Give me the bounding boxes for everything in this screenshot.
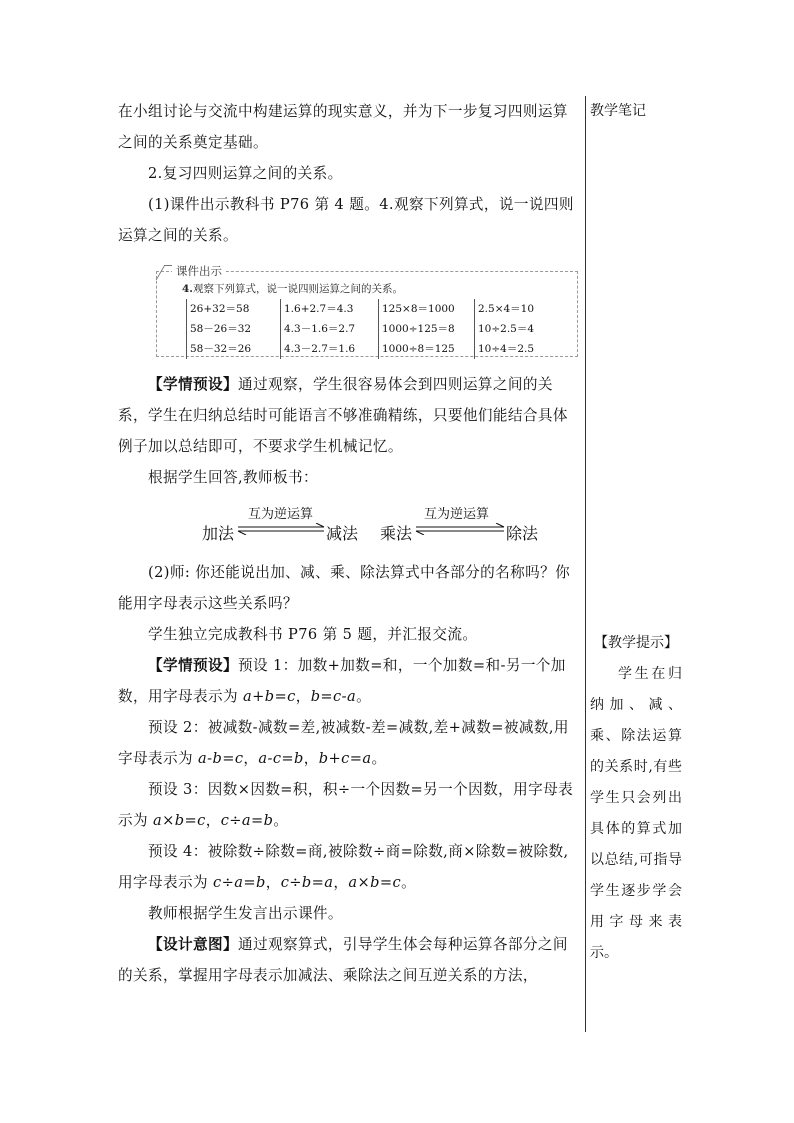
equation-group-3 [378,299,455,359]
paragraph-text: 预设 4：被除数÷除数=商,被除数÷商=除数,商×除数=被除数,用字母表示为 [118,843,569,891]
paragraph-text: 通过观察算式，引导学生体会每种运算各部分之间的关系，掌握用字母表示加减法、乘除法之间互逆关系的方法， [118,936,568,984]
bracket-label: 【设计意图】 [148,936,238,953]
bracket-label: 【学情预设】 [148,657,238,674]
paragraph-board-intro: 根据学生回答,教师板书： [148,469,318,486]
paragraph-text: 预设 2：被减数-减数=差,被减数-差=减数,差+减数=被减数,用字母表示为 [118,719,569,767]
period: 。 [273,812,289,829]
equation-group-2 [280,299,355,359]
equation: 1000÷8＝125 [382,343,455,355]
paragraph-slide-intro: (1)课件出示教科书 P76 第 4 题。4.观察下列算式，说一说四则运算之间的关系。 [118,196,574,244]
formula: a×b=c [153,812,206,829]
slide-question-text: 观察下列算式，说一说四则运算之间的关系。 [192,283,403,295]
bracket-label: 【学情预设】 [148,376,238,393]
separator: ， [295,688,311,705]
formula: c÷b=a [280,874,334,891]
period: 。 [371,750,387,767]
formula: a×b=c [348,874,402,891]
inverse-operations-diagram [118,499,580,555]
equation: 1000÷125＝8 [382,323,455,335]
formula: a-b=c [198,750,244,767]
paragraph-text: 预设 3：因数×因数=积，积÷一个因数=另一个因数，用字母表示为 [118,781,574,829]
paragraph-intro: 在小组讨论与交流中构建运算的现实意义，并为下一步复习四则运算之间的关系奠定基础。 [118,103,568,151]
teaching-tip-heading: 【教学提示】 [594,635,678,651]
double-arrow-icon [236,523,326,535]
paragraph-section-2: 2.复习四则运算之间的关系。 [148,165,343,182]
lesson-main-column [118,96,580,991]
formula: c÷a=b [220,812,274,829]
paragraph-preset-1 [118,369,580,462]
separator: ， [205,812,221,829]
arrow-label-2: 互为逆运算 [424,507,490,522]
equation: 10÷4＝2.5 [478,343,535,355]
paragraph-preset-subtraction [118,712,580,774]
equation: 26+32＝58 [190,303,250,315]
teaching-tip-body: 学生在归纳加、减、乘、除法运算的关系时,有些学生只会列出具体的算式加以总结,可指导学生逐步学会用字母来表示。 [590,666,682,961]
formula: b+c=a [318,750,372,767]
teaching-tip [590,628,682,969]
paragraph-courseware: 教师根据学生发言出示课件。 [148,905,343,922]
equation: 125×8＝1000 [382,303,455,315]
teaching-notes-title: 教学笔记 [590,103,646,119]
paragraph-question: (2)师: 你还能说出加、减、乘、除法算式中各部分的名称吗？你能用字母表示这些关系吗？ [118,564,571,612]
equation-group-4 [474,299,534,359]
paragraph-text: 通过观察，学生很容易体会到四则运算之间的关系，学生在归纳总结时可能语言不够准确精练，只要他们能结合具体例子加以总结即可，不要求学生机械记忆。 [118,376,568,455]
paragraph-preset-multiplication [118,774,580,836]
equation: 10÷2.5＝4 [478,323,535,335]
equation: 58－26＝32 [190,323,252,335]
separator: ， [303,750,319,767]
slide-question [182,281,403,296]
separator: ， [333,874,349,891]
slide-question-number: 4. [182,283,193,295]
equation: 4.3－1.6＝2.7 [284,323,356,335]
slide-label: 课件出示 [172,263,226,279]
equation: 2.5×4＝10 [478,303,535,315]
word-addition: 加法 [202,524,235,543]
formula: a-c=b [258,750,304,767]
paragraph-activity: 学生独立完成教科书 P76 第 5 题，并汇报交流。 [148,626,478,643]
double-arrow-icon [414,523,506,535]
equation: 1.6+2.7＝4.3 [284,303,354,315]
paragraph-preset-division [118,836,580,898]
paragraph-design-intent [118,929,580,991]
word-subtraction: 减法 [326,524,359,543]
separator: ， [243,750,259,767]
word-division: 除法 [506,524,539,543]
formula: c÷a=b [213,874,266,891]
paragraph-text: 预设 1：加数+加数=和，一个加数=和-另一个加数，用字母表示为 [118,657,566,705]
column-divider [585,96,586,1032]
courseware-slide [156,263,578,357]
paragraph-preset-addition [118,650,580,712]
formula: a+b=c [243,688,296,705]
arrow-label-1: 互为逆运算 [248,507,314,522]
period: 。 [356,688,372,705]
formula: b=c-a [310,688,357,705]
separator: ， [265,874,281,891]
equation: 4.3－2.7＝1.6 [284,343,356,355]
equation-group-1 [186,299,251,359]
equation: 58－32＝26 [190,343,252,355]
word-multiplication: 乘法 [380,524,413,543]
period: 。 [401,874,417,891]
